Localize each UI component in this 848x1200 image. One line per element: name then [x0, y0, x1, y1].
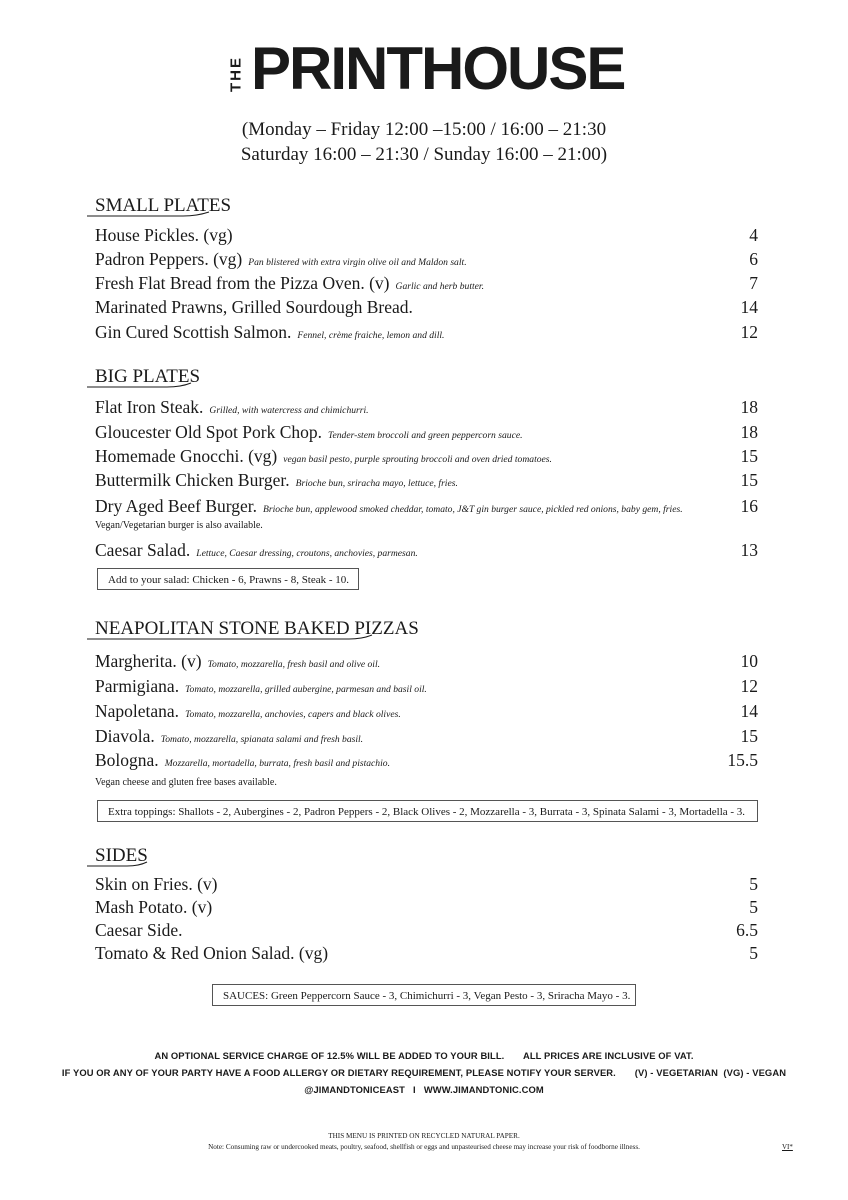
item-price: 18: [740, 422, 758, 442]
item-name: Caesar Side.: [95, 920, 183, 940]
menu-item: [95, 750, 758, 774]
sauces-box: SAUCES: Green Peppercorn Sauce - 3, Chimichurri - 3, Vegan Pesto - 3, Sriracha Mayo - 3.: [212, 984, 636, 1006]
menu-item: [95, 297, 758, 321]
menu-item: [95, 540, 758, 564]
menu-item: [95, 943, 758, 967]
logo-wordmark: PRINTHOUSE: [251, 35, 625, 102]
item-description: Mozzarella, mortadella, burrata, fresh basil and pistachio.: [164, 758, 390, 769]
item-price: 12: [740, 676, 758, 696]
section-title-sides: SIDES: [95, 845, 148, 866]
section-title-small-plates: SMALL PLATES: [95, 195, 232, 216]
item-price: 4: [749, 225, 758, 245]
item-name: Flat Iron Steak.: [95, 397, 204, 417]
menu-item: [95, 322, 758, 346]
item-description: Garlic and herb butter.: [395, 281, 484, 292]
burger-note: Vegan/Vegetarian burger is also available.: [95, 520, 263, 531]
item-name: Bologna.: [95, 750, 159, 770]
item-name: Margherita. (v): [95, 651, 202, 671]
item-description: Tomato, mozzarella, fresh basil and olive oil.: [207, 659, 381, 670]
menu-item: [95, 225, 758, 249]
menu-item: [95, 446, 758, 470]
allergy-notice: IF YOU OR ANY OF YOUR PARTY HAVE A FOOD ALLERGY OR DIETARY REQUIREMENT, PLEASE NOTIFY YOUR SERVER. (V) - VEGETARIAN (VG) - VEGAN: [61, 1067, 787, 1078]
pizza-note: Vegan cheese and gluten free bases available.: [95, 777, 277, 788]
item-price: 15: [740, 726, 758, 746]
item-description: Grilled, with watercress and chimichurri.: [209, 405, 369, 416]
item-description: Pan blistered with extra virgin olive oil and Maldon salt.: [248, 257, 467, 268]
logo-the: THE: [227, 56, 245, 92]
item-price: 13: [740, 540, 758, 560]
item-name: Dry Aged Beef Burger.: [95, 496, 258, 516]
extra-toppings-box: Extra toppings: Shallots - 2, Aubergines - 2, Padron Peppers - 2, Black Olives - 2, Mozzarella - 3, Burrata - 3, Spinata Salami - 3, Mortadella - 3.: [97, 800, 758, 822]
item-price: 6.5: [736, 920, 758, 940]
recycled-notice: THIS MENU IS PRINTED ON RECYCLED NATURAL PAPER.: [328, 1132, 520, 1140]
item-price: 14: [740, 297, 758, 317]
menu-item: [95, 397, 758, 421]
item-name: Gin Cured Scottish Salmon.: [95, 322, 292, 342]
menu-item: [95, 651, 758, 675]
item-description: Tomato, mozzarella, grilled aubergine, parmesan and basil oil.: [185, 684, 427, 695]
menu-item: [95, 874, 758, 898]
item-price: 14: [740, 701, 758, 721]
menu-item: [95, 273, 758, 297]
menu-item: [95, 897, 758, 921]
item-description: Brioche bun, sriracha mayo, lettuce, fries.: [295, 478, 458, 489]
item-name: Parmigiana.: [95, 676, 180, 696]
item-price: 7: [749, 273, 758, 293]
item-description: Tender-stem broccoli and green peppercorn sauce.: [328, 430, 523, 441]
menu-version: VI*: [782, 1143, 793, 1151]
menu-item: [95, 496, 758, 520]
section-title-big-plates: BIG PLATES: [95, 366, 201, 387]
item-price: 18: [740, 397, 758, 417]
item-name: Homemade Gnocchi. (vg): [95, 446, 278, 466]
item-price: 15.5: [727, 750, 758, 770]
item-name: Napoletana.: [95, 701, 180, 721]
item-name: Diavola.: [95, 726, 155, 746]
opening-hours-weekend: Saturday 16:00 – 21:30 / Sunday 16:00 – 21:00): [240, 144, 608, 165]
item-description: Lettuce, Caesar dressing, croutons, anchovies, parmesan.: [196, 548, 418, 559]
menu-item: [95, 726, 758, 750]
salad-addons-box: Add to your salad: Chicken - 6, Prawns - 8, Steak - 10.: [97, 568, 359, 590]
item-price: 15: [740, 470, 758, 490]
item-name: Fresh Flat Bread from the Pizza Oven. (v): [95, 273, 390, 293]
item-price: 10: [740, 651, 758, 671]
item-description: Brioche bun, applewood smoked cheddar, tomato, J&T gin burger sauce, pickled red onions, baby gem, fries.: [263, 504, 683, 515]
item-price: 12: [740, 322, 758, 342]
opening-hours-weekday: (Monday – Friday 12:00 –15:00 / 16:00 – 21:30: [241, 119, 607, 140]
item-name: Buttermilk Chicken Burger.: [95, 470, 290, 490]
item-name: Mash Potato. (v): [95, 897, 213, 917]
food-safety-disclaimer: Note: Consuming raw or undercooked meats, poultry, seafood, shellfish or eggs and unpasteurised cheese may increase your risk of foodborne illness.: [208, 1143, 640, 1151]
item-description: Tomato, mozzarella, spianata salami and fresh basil.: [160, 734, 364, 745]
section-title-pizzas: NEAPOLITAN STONE BAKED PIZZAS: [95, 618, 419, 639]
item-name: Caesar Salad.: [95, 540, 191, 560]
section-underline: [87, 860, 157, 870]
item-description: Fennel, crème fraiche, lemon and dill.: [297, 330, 445, 341]
item-price: 15: [740, 446, 758, 466]
item-price: 5: [749, 897, 758, 917]
item-name: Gloucester Old Spot Pork Chop.: [95, 422, 323, 442]
item-name: Tomato & Red Onion Salad. (vg): [95, 943, 329, 963]
menu-item: [95, 701, 758, 725]
item-price: 5: [749, 943, 758, 963]
item-price: 5: [749, 874, 758, 894]
social-links: @JIMANDTONICEAST I WWW.JIMANDTONIC.COM: [304, 1084, 544, 1095]
item-name: Padron Peppers. (vg): [95, 249, 243, 269]
item-name: House Pickles. (vg): [95, 225, 233, 245]
section-underline: [87, 633, 377, 643]
menu-item: [95, 422, 758, 446]
item-price: 16: [740, 496, 758, 516]
item-description: vegan basil pesto, purple sprouting broccoli and oven dried tomatoes.: [283, 454, 552, 465]
menu-item: [95, 470, 758, 494]
service-charge-notice: AN OPTIONAL SERVICE CHARGE OF 12.5% WILL BE ADDED TO YOUR BILL. ALL PRICES ARE INCLUSIVE OF VAT.: [154, 1050, 694, 1061]
item-name: Skin on Fries. (v): [95, 874, 218, 894]
item-price: 6: [749, 249, 758, 269]
menu-item: [95, 920, 758, 944]
item-description: Tomato, mozzarella, anchovies, capers and black olives.: [185, 709, 401, 720]
item-name: Marinated Prawns, Grilled Sourdough Bread.: [95, 297, 413, 317]
menu-item: [95, 249, 758, 273]
section-underline: [87, 210, 217, 220]
menu-item: [95, 676, 758, 700]
section-underline: [87, 381, 197, 391]
